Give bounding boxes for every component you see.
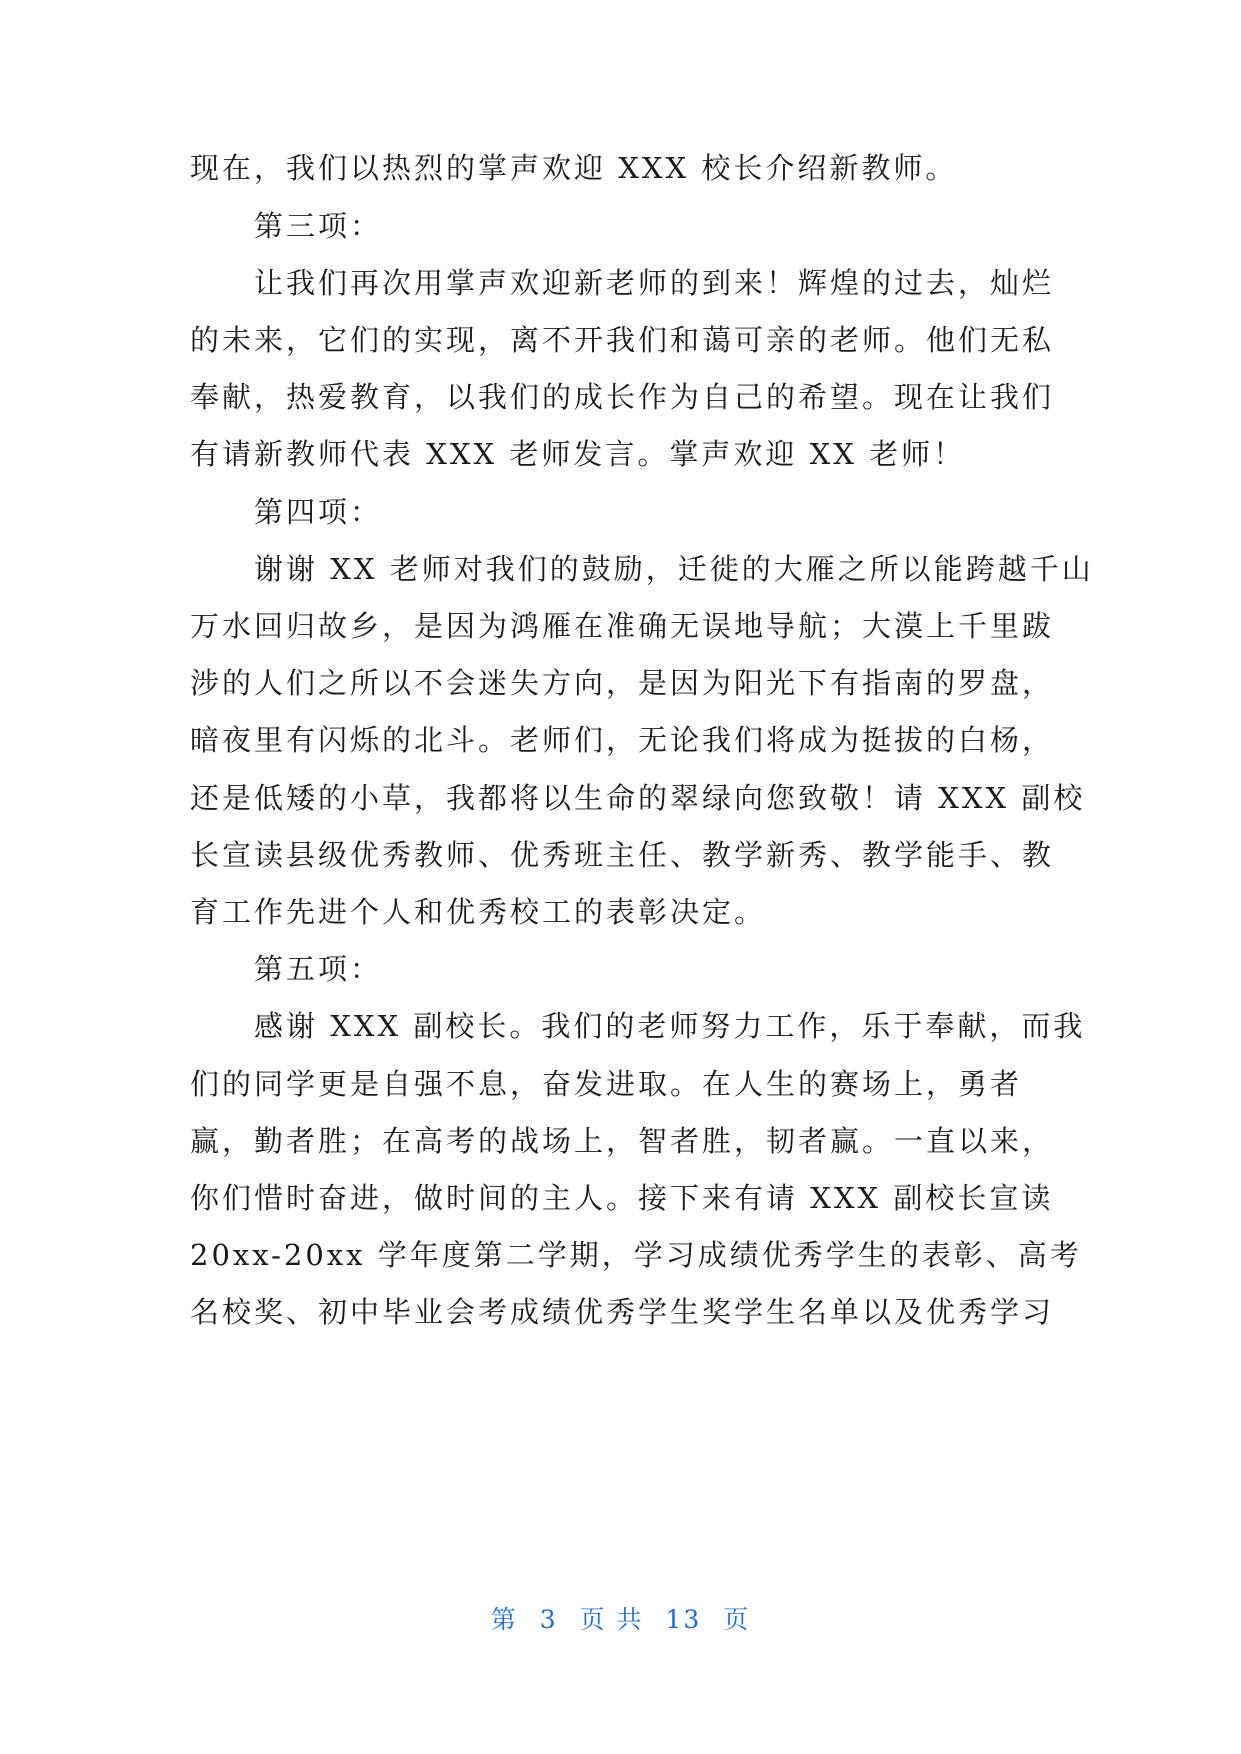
paragraph-line: 涉的人们之所以不会迷失方向，是因为阳光下有指南的罗盘，	[190, 666, 1055, 700]
current-page-number: 3	[539, 1605, 558, 1634]
paragraph-line: 20xx-20xx 学年度第二学期，学习成绩优秀学生的表彰、高考	[190, 1238, 1082, 1272]
paragraph-line: 感谢 XXX 副校长。我们的老师努力工作，乐于奉献，而我	[254, 1009, 1086, 1043]
paragraph-line: 奉献，热爱教育，以我们的成长作为自己的希望。现在让我们	[190, 380, 1055, 414]
paragraph-line: 赢，勤者胜；在高考的战场上，智者胜，韧者赢。一直以来，	[190, 1124, 1055, 1158]
paragraph-line: 的未来，它们的实现，离不开我们和蔼可亲的老师。他们无私	[190, 323, 1055, 357]
paragraph-line: 名校奖、初中毕业会考成绩优秀学生奖学生名单以及优秀学习	[190, 1295, 1055, 1329]
paragraph-line: 万水回归故乡，是因为鸿雁在准确无误地导航；大漠上千里跋	[190, 609, 1055, 643]
paragraph-line: 让我们再次用掌声欢迎新老师的到来！辉煌的过去，灿烂	[254, 266, 1055, 300]
paragraph-line: 长宣读县级优秀教师、优秀班主任、教学新秀、教学能手、教	[190, 838, 1055, 872]
footer-suffix: 页	[723, 1605, 751, 1634]
section-heading-5: 第五项：	[254, 952, 383, 986]
paragraph-line: 育工作先进个人和优秀校工的表彰决定。	[190, 895, 767, 929]
paragraph-line: 们的同学更是自强不息，奋发进取。在人生的赛场上，勇者	[190, 1067, 1023, 1101]
total-page-count: 13	[665, 1605, 702, 1634]
paragraph-line: 你们惜时奋进，做时间的主人。接下来有请 XXX 副校长宣读	[190, 1181, 1054, 1215]
page-footer	[0, 1600, 1241, 1636]
footer-prefix: 第	[490, 1605, 518, 1634]
footer-middle: 页 共	[579, 1605, 644, 1634]
paragraph-line: 还是低矮的小草，我都将以生命的翠绿向您致敬！请 XXX 副校	[190, 781, 1086, 815]
paragraph-line: 暗夜里有闪烁的北斗。老师们，无论我们将成为挺拔的白杨，	[190, 723, 1055, 757]
paragraph-line: 有请新教师代表 XXX 老师发言。掌声欢迎 XX 老师！	[190, 437, 966, 471]
section-heading-4: 第四项：	[254, 495, 383, 529]
section-heading-3: 第三项：	[254, 209, 383, 243]
paragraph-line: 现在，我们以热烈的掌声欢迎 XXX 校长介绍新教师。	[190, 151, 958, 185]
paragraph-line: 谢谢 XX 老师对我们的鼓励，迁徙的大雁之所以能跨越千山	[254, 552, 1094, 586]
